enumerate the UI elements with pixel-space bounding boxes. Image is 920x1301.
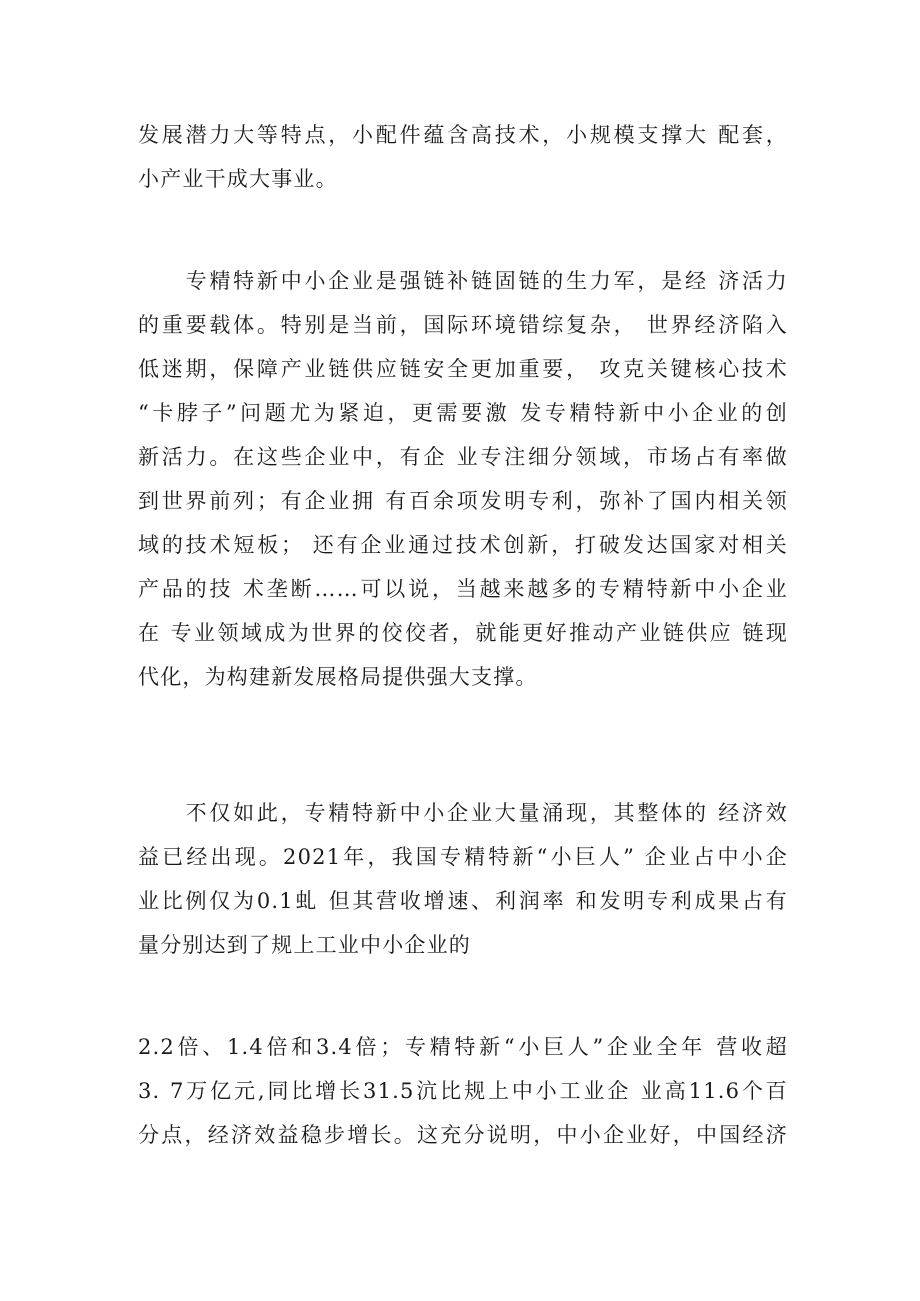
text-line: 专精特新中小企业是强链补链固链的生力军，是经 济活力 <box>138 269 788 293</box>
text-line: 2.2倍、1.4倍和3.4倍；专精特新“小巨人”企业全年 营收超 <box>138 1035 788 1059</box>
text-line: 代化，为构建新发展格局提供强大支撑。 <box>138 665 538 689</box>
paragraph-3 <box>138 791 788 967</box>
paragraph-1 <box>138 113 788 201</box>
text-line: 低迷期，保障产业链供应链安全更加重要， 攻克关键核心技术 <box>138 357 788 381</box>
text-line: “卡脖子”问题尤为紧迫，更需要激 发专精特新中小企业的创 <box>138 401 788 425</box>
text-line: 分点，经济效益稳步增长。这充分说明，中小企业好，中国经济 <box>138 1123 788 1147</box>
text-line: 不仅如此，专精特新中小企业大量涌现，其整体的 经济效 <box>138 801 788 825</box>
text-line: 在 专业领域成为世界的佼佼者，就能更好推动产业链供应 链现 <box>138 621 788 645</box>
paragraph-2 <box>138 259 788 699</box>
text-line: 3. 7万亿元,同比增长31.5沆比规上中小工业企 业高11.6个百 <box>138 1079 788 1103</box>
text-line: 域的技术短板； 还有企业通过技术创新，打破发达国家对相关 <box>138 533 788 557</box>
text-line: 发展潜力大等特点，小配件蕴含高技术，小规模支撑大 配套， <box>138 123 788 147</box>
text-line: 新活力。在这些企业中，有企 业专注细分领域，市场占有率做 <box>138 445 788 469</box>
text-line: 量分别达到了规上工业中小企业的 <box>138 933 471 957</box>
text-line: 业比例仅为0.1虬 但其营收增速、利润率 和发明专利成果占有 <box>138 889 788 913</box>
text-line: 小产业干成大事业。 <box>138 167 338 191</box>
text-line: 益已经出现。2021年，我国专精特新“小巨人” 企业占中小企 <box>138 845 788 869</box>
text-line: 产品的技 术垄断……可以说，当越来越多的专精特新中小企业 <box>138 577 788 601</box>
paragraph-4 <box>138 1025 788 1157</box>
text-line: 到世界前列；有企业拥 有百余项发明专利，弥补了国内相关领 <box>138 489 788 513</box>
text-line: 的重要载体。特别是当前，国际环境错综复杂， 世界经济陷入 <box>138 313 788 337</box>
